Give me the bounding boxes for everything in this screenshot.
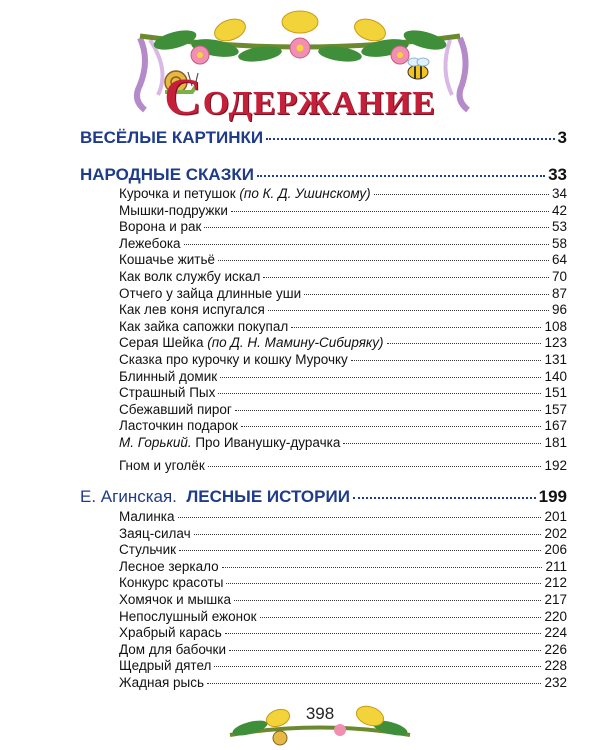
entry-title xyxy=(119,252,215,267)
entry-page: 58 xyxy=(551,235,567,251)
entry-title xyxy=(119,458,205,473)
leader-dots xyxy=(387,343,542,344)
toc-entry xyxy=(119,435,567,450)
entry-title xyxy=(119,609,257,624)
entry-title xyxy=(119,658,211,673)
leader-dots xyxy=(241,426,542,427)
entry-page: 42 xyxy=(551,202,567,218)
entry-title-text: Кошачье житьё xyxy=(119,252,216,268)
entry-title xyxy=(119,186,371,201)
entry-title-text: Жадная рысь xyxy=(119,675,205,690)
entry-title xyxy=(119,509,175,524)
entry-title-text: Гном и уголёк xyxy=(119,457,205,473)
entry-title-text: Лежебока xyxy=(119,235,181,251)
toc-entry xyxy=(119,352,567,367)
entry-title xyxy=(119,236,181,251)
leader-dots xyxy=(263,277,549,278)
leader-dots xyxy=(268,310,549,311)
entry-title-text: Курочка и петушок xyxy=(119,186,236,201)
leader-dots xyxy=(229,650,541,651)
entry-title xyxy=(119,402,232,417)
entry-page: 217 xyxy=(544,592,567,607)
entry-title-text: Заяц-силач xyxy=(119,525,191,541)
entry-page: 123 xyxy=(544,335,567,351)
toc-entry xyxy=(119,402,567,417)
entry-page: 64 xyxy=(551,252,567,268)
title-initial: С xyxy=(164,69,203,126)
toc-entry xyxy=(119,286,567,301)
leader-dots xyxy=(260,617,542,618)
entry-page: 70 xyxy=(551,269,567,284)
toc-entry xyxy=(119,369,567,384)
section-author: Е. Агинская. xyxy=(80,487,187,506)
leader-dots xyxy=(184,244,549,245)
entry-page: 34 xyxy=(551,186,567,201)
leader-dots xyxy=(208,466,542,467)
entry-page: 140 xyxy=(544,368,567,384)
leader-dots xyxy=(220,377,541,378)
entry-page: 226 xyxy=(544,641,567,657)
entry-title-text: Блинный домик xyxy=(119,368,218,384)
entry-title xyxy=(119,352,348,367)
entry-title-text: Как лев коня испугался xyxy=(119,302,265,318)
entry-title-text: Как волк службу искал xyxy=(119,269,261,284)
section-title xyxy=(80,487,350,507)
leader-dots xyxy=(304,294,549,295)
entry-page: 228 xyxy=(544,658,567,674)
entry-page: 232 xyxy=(544,675,567,690)
entry-page: 157 xyxy=(544,401,567,417)
entry-title-text: Мышки-подружки xyxy=(119,202,228,218)
toc-entry xyxy=(119,418,567,433)
entry-title xyxy=(119,302,265,317)
entry-title xyxy=(119,385,215,400)
entry-title-text: Страшный Пых xyxy=(119,385,216,401)
toc-entry xyxy=(119,625,567,640)
section-heading xyxy=(80,165,567,185)
toc-entry xyxy=(119,642,567,657)
toc-entry xyxy=(119,609,567,624)
entry-title xyxy=(119,219,201,234)
entry-page: 201 xyxy=(544,509,567,524)
toc-entry xyxy=(119,542,567,557)
entry-page: 181 xyxy=(544,435,567,450)
entry-title xyxy=(119,319,288,334)
entry-title xyxy=(119,435,340,450)
leader-dots xyxy=(218,393,541,394)
entry-title-text: Малинка xyxy=(119,509,175,524)
section-title xyxy=(80,128,263,148)
entry-title xyxy=(119,625,222,640)
entry-title-text: Дом для бабочки xyxy=(119,641,227,657)
toc-entry xyxy=(119,252,567,267)
toc-entry xyxy=(119,302,567,317)
toc-entry xyxy=(119,658,567,673)
section-heading xyxy=(80,487,567,507)
entry-title-text: Сказка про курочку и кошку Мурочку xyxy=(119,352,348,367)
entry-title-text: Щедрый дятел xyxy=(119,658,212,674)
entry-title xyxy=(119,575,223,590)
entry-title-text: Серая Шейка xyxy=(119,335,204,351)
entry-page: 224 xyxy=(544,625,567,641)
entry-page: 211 xyxy=(545,558,567,574)
entry-page: 131 xyxy=(544,352,567,367)
toc-entry xyxy=(119,559,567,574)
leader-dots xyxy=(218,260,549,261)
toc-entry xyxy=(119,335,567,350)
section-title-text: ВЕСЁЛЫЕ КАРТИНКИ xyxy=(80,128,264,147)
entry-page: 96 xyxy=(551,302,567,318)
section-title-text: НАРОДНЫЕ СКАЗКИ xyxy=(80,165,254,184)
entry-title xyxy=(119,526,191,541)
leader-dots xyxy=(207,683,541,684)
toc-entry xyxy=(119,236,567,251)
entry-title xyxy=(119,592,231,607)
entry-title xyxy=(119,269,260,284)
leader-dots xyxy=(225,633,542,634)
entry-title xyxy=(119,642,226,657)
entry-title-text: Лесное зеркало xyxy=(119,558,219,574)
entry-title xyxy=(119,335,384,350)
section-title-text: ЛЕСНЫЕ ИСТОРИИ xyxy=(186,487,350,506)
entry-title-text: Непослушный ежонок xyxy=(119,608,257,624)
toc-entry xyxy=(119,575,567,590)
entry-title xyxy=(119,369,217,384)
leader-dots xyxy=(231,211,549,212)
entry-page: 206 xyxy=(544,542,567,558)
entry-title-text: Отчего у зайца длинные уши xyxy=(119,285,302,301)
entry-title-text: Ворона и рак xyxy=(119,219,202,235)
entry-page: 108 xyxy=(544,318,567,334)
leader-dots xyxy=(222,567,543,568)
entry-note: (по К. Д. Ушинскому) xyxy=(235,186,371,201)
leader-dots xyxy=(257,175,545,177)
leader-dots xyxy=(194,534,542,535)
toc-entry xyxy=(119,526,567,541)
entry-title xyxy=(119,203,228,218)
entry-title xyxy=(119,542,176,557)
entry-title xyxy=(119,559,219,574)
toc-entry xyxy=(119,385,567,400)
leader-dots xyxy=(178,517,542,518)
leader-dots xyxy=(353,497,536,499)
entry-title-text: Конкурс красоты xyxy=(119,575,224,591)
entry-title-text: Про Иванушку-дурачка xyxy=(195,435,341,450)
section-page: 33 xyxy=(548,165,567,184)
entry-page: 220 xyxy=(544,608,567,624)
entry-title-text: Ласточкин подарок xyxy=(119,418,238,434)
toc-entry xyxy=(119,319,567,334)
entry-title xyxy=(119,418,238,433)
toc-entry xyxy=(119,203,567,218)
leader-dots xyxy=(374,194,549,195)
entry-page: 212 xyxy=(544,575,567,591)
leader-dots xyxy=(179,550,541,551)
entry-title-text: Сбежавший пирог xyxy=(119,401,232,417)
leader-dots xyxy=(214,666,541,667)
entry-page: 151 xyxy=(544,385,567,401)
toc-entry xyxy=(119,592,567,607)
leader-dots xyxy=(226,583,541,584)
entry-page: 202 xyxy=(544,525,567,541)
toc-entry xyxy=(119,675,567,690)
toc-entry xyxy=(119,458,567,473)
entry-title-text: Стульчик xyxy=(119,542,177,558)
leader-dots xyxy=(234,600,542,601)
snail-icon xyxy=(273,731,287,745)
leader-dots xyxy=(351,360,542,361)
toc-entry xyxy=(119,219,567,234)
leader-dots xyxy=(204,227,549,228)
section-heading xyxy=(80,128,567,148)
entry-page: 167 xyxy=(544,418,567,434)
leader-dots xyxy=(266,138,554,140)
entry-author: М. Горький. xyxy=(119,435,196,450)
entry-page: 87 xyxy=(551,285,567,301)
section-title xyxy=(80,165,254,185)
entry-title-text: Хомячок и мышка xyxy=(119,592,231,607)
page-number: 398 xyxy=(305,704,335,723)
entry-title xyxy=(119,675,204,690)
entry-title xyxy=(119,286,301,301)
section-page: 199 xyxy=(538,487,567,506)
entry-page: 192 xyxy=(544,457,567,473)
toc-entry xyxy=(119,186,567,201)
leader-dots xyxy=(343,443,541,444)
entry-page: 53 xyxy=(551,219,567,235)
section-page: 3 xyxy=(557,128,567,147)
leader-dots xyxy=(291,327,541,328)
toc-entry xyxy=(119,269,567,284)
entry-title-text: Как зайка сапожки покупал xyxy=(119,318,289,334)
leader-dots xyxy=(235,410,542,411)
toc-entry xyxy=(119,509,567,524)
title-rest: ОДЕРЖАНИЕ xyxy=(202,85,436,122)
entry-note: (по Д. Н. Мамину-Сибиряку) xyxy=(203,335,384,351)
entry-title-text: Храбрый карась xyxy=(119,625,222,641)
